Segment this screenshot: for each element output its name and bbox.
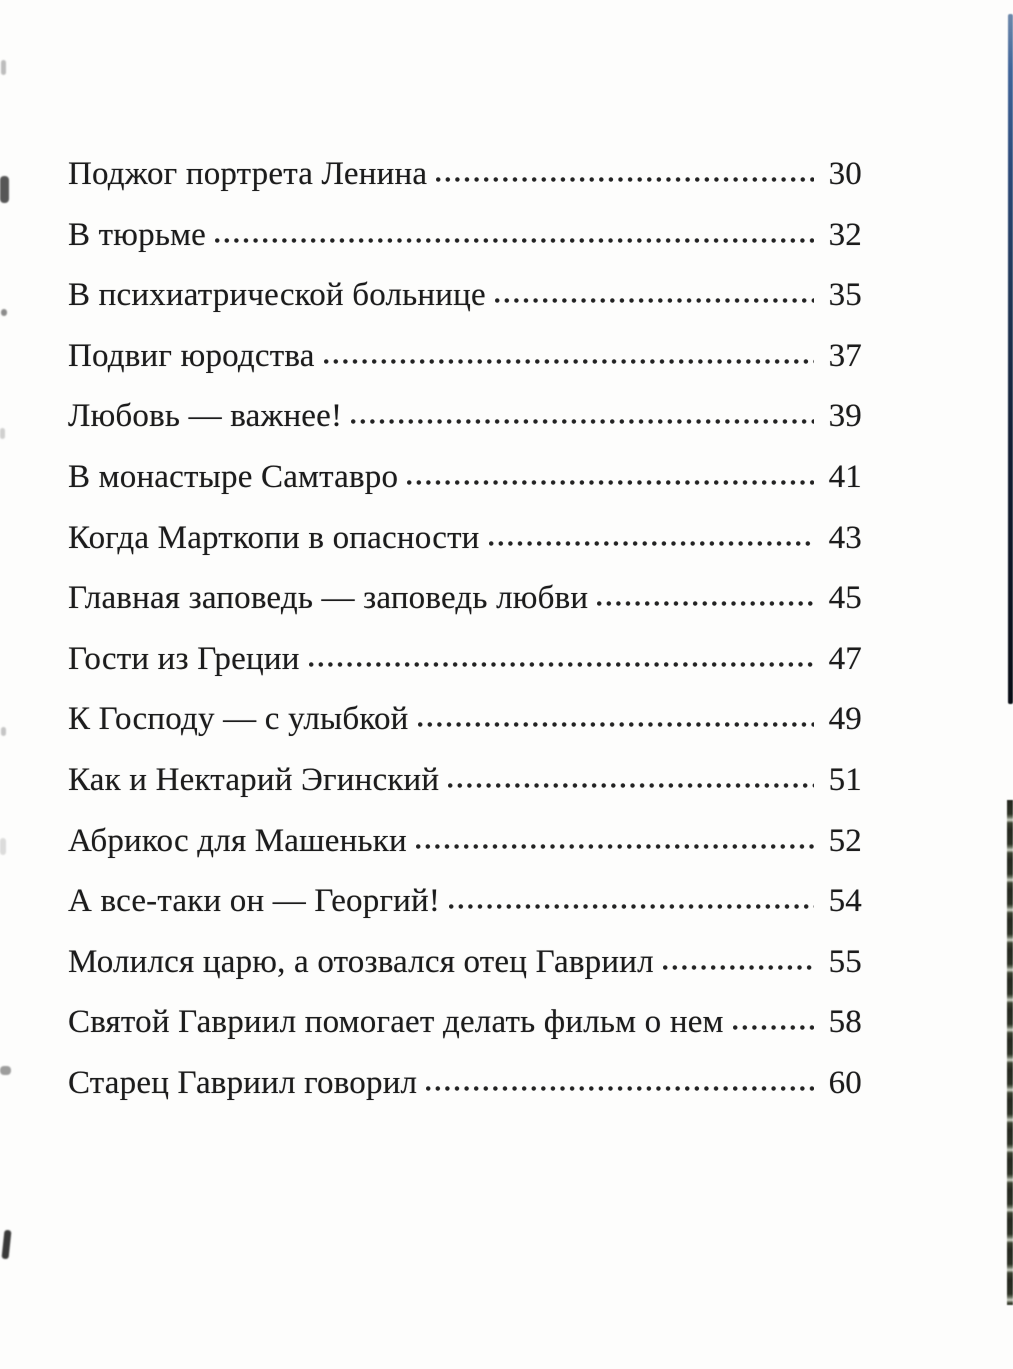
scan-artifact <box>1 727 6 736</box>
book-spine-edge <box>1005 0 1013 1369</box>
toc-entry-title: Абрикос для Машеньки <box>68 822 407 859</box>
toc-entry-title: А все-таки он — Георгий! <box>68 883 441 920</box>
spine-edge-bottom-strip <box>1007 800 1013 1305</box>
toc-entry <box>68 213 862 274</box>
toc-entry-page-number: 35 <box>828 277 862 314</box>
toc-entry-page-number: 52 <box>828 822 862 859</box>
toc-entry-page-number: 30 <box>828 156 862 192</box>
toc-entry-page-number: 39 <box>828 398 862 435</box>
toc-entry <box>68 879 862 940</box>
toc-entry-title: Любовь — важнее! <box>68 398 343 435</box>
toc-entry-title: Молился царю, а отозвался отец Гавриил <box>68 943 654 980</box>
toc-entry-page-number: 58 <box>828 1004 862 1041</box>
toc-entry <box>68 1000 862 1061</box>
toc-entry <box>68 940 862 1001</box>
scan-artifact <box>0 176 9 203</box>
toc-entry <box>68 819 862 880</box>
toc-entry-page-number: 51 <box>828 761 862 798</box>
toc-entry-title: В монастыре Самтавро <box>68 458 399 495</box>
dot-leader <box>418 720 814 729</box>
toc-entry-page-number: 49 <box>828 701 862 738</box>
toc-entry <box>68 455 862 516</box>
dot-leader <box>449 902 814 911</box>
dot-leader <box>489 539 814 548</box>
scan-artifact <box>2 1230 12 1260</box>
toc-entry-title: В психиатрической больнице <box>68 277 486 314</box>
scan-artifact <box>1 309 7 316</box>
toc-entry <box>68 758 862 819</box>
scan-artifact <box>1 60 6 75</box>
toc-entry-page-number: 47 <box>828 640 862 677</box>
toc-entry-page-number: 45 <box>828 580 862 617</box>
dot-leader <box>309 660 814 669</box>
toc-entry-title: К Господу — с улыбкой <box>68 701 409 738</box>
toc-entry <box>68 697 862 758</box>
scan-artifact <box>0 1066 11 1075</box>
dot-leader <box>597 599 814 608</box>
toc-entry <box>68 334 862 395</box>
toc-entry-page-number: 37 <box>828 337 862 374</box>
toc-entry-title: Когда Марткопи в опасности <box>68 519 480 556</box>
toc-entry <box>68 516 862 577</box>
toc-entry-title: Как и Нектарий Эгинский <box>68 761 440 798</box>
toc-entry <box>68 152 862 213</box>
toc-entry-page-number: 60 <box>828 1064 862 1101</box>
dot-leader <box>416 842 814 851</box>
dot-leader <box>351 417 814 426</box>
toc-entry <box>68 637 862 698</box>
toc-entry-page-number: 43 <box>828 519 862 556</box>
dot-leader <box>733 1023 814 1032</box>
dot-leader <box>436 175 814 184</box>
toc-entry-title: В тюрьме <box>68 216 207 253</box>
toc-entry-title: Главная заповедь — заповедь любви <box>68 580 589 617</box>
dot-leader <box>448 781 814 790</box>
toc-entry-title: Гости из Греции <box>68 640 300 677</box>
toc-entry-page-number: 32 <box>828 216 862 253</box>
toc-entry <box>68 576 862 637</box>
toc-entry-page-number: 55 <box>828 943 862 980</box>
toc-entry-page-number: 41 <box>828 458 862 495</box>
dot-leader <box>324 357 814 366</box>
toc-entry <box>68 273 862 334</box>
toc-entry <box>68 394 862 455</box>
toc-entry-title: Подвиг юродства <box>68 337 315 374</box>
table-of-contents <box>68 152 862 1122</box>
dot-leader <box>663 963 814 972</box>
dot-leader <box>495 296 814 305</box>
toc-entry-title: Святой Гавриил помогает делать фильм о нем <box>68 1004 724 1041</box>
dot-leader <box>407 478 814 487</box>
scan-artifact <box>0 838 6 855</box>
scan-artifact <box>0 428 5 439</box>
toc-entry <box>68 1061 862 1122</box>
dot-leader <box>215 236 814 245</box>
toc-entry-page-number: 54 <box>828 883 862 920</box>
spine-edge-top-strip <box>1008 14 1013 704</box>
dot-leader <box>426 1084 814 1093</box>
toc-entry-title: Старец Гавриил говорил <box>68 1064 418 1101</box>
toc-entry-title: Поджог портрета Ленина <box>68 156 428 192</box>
